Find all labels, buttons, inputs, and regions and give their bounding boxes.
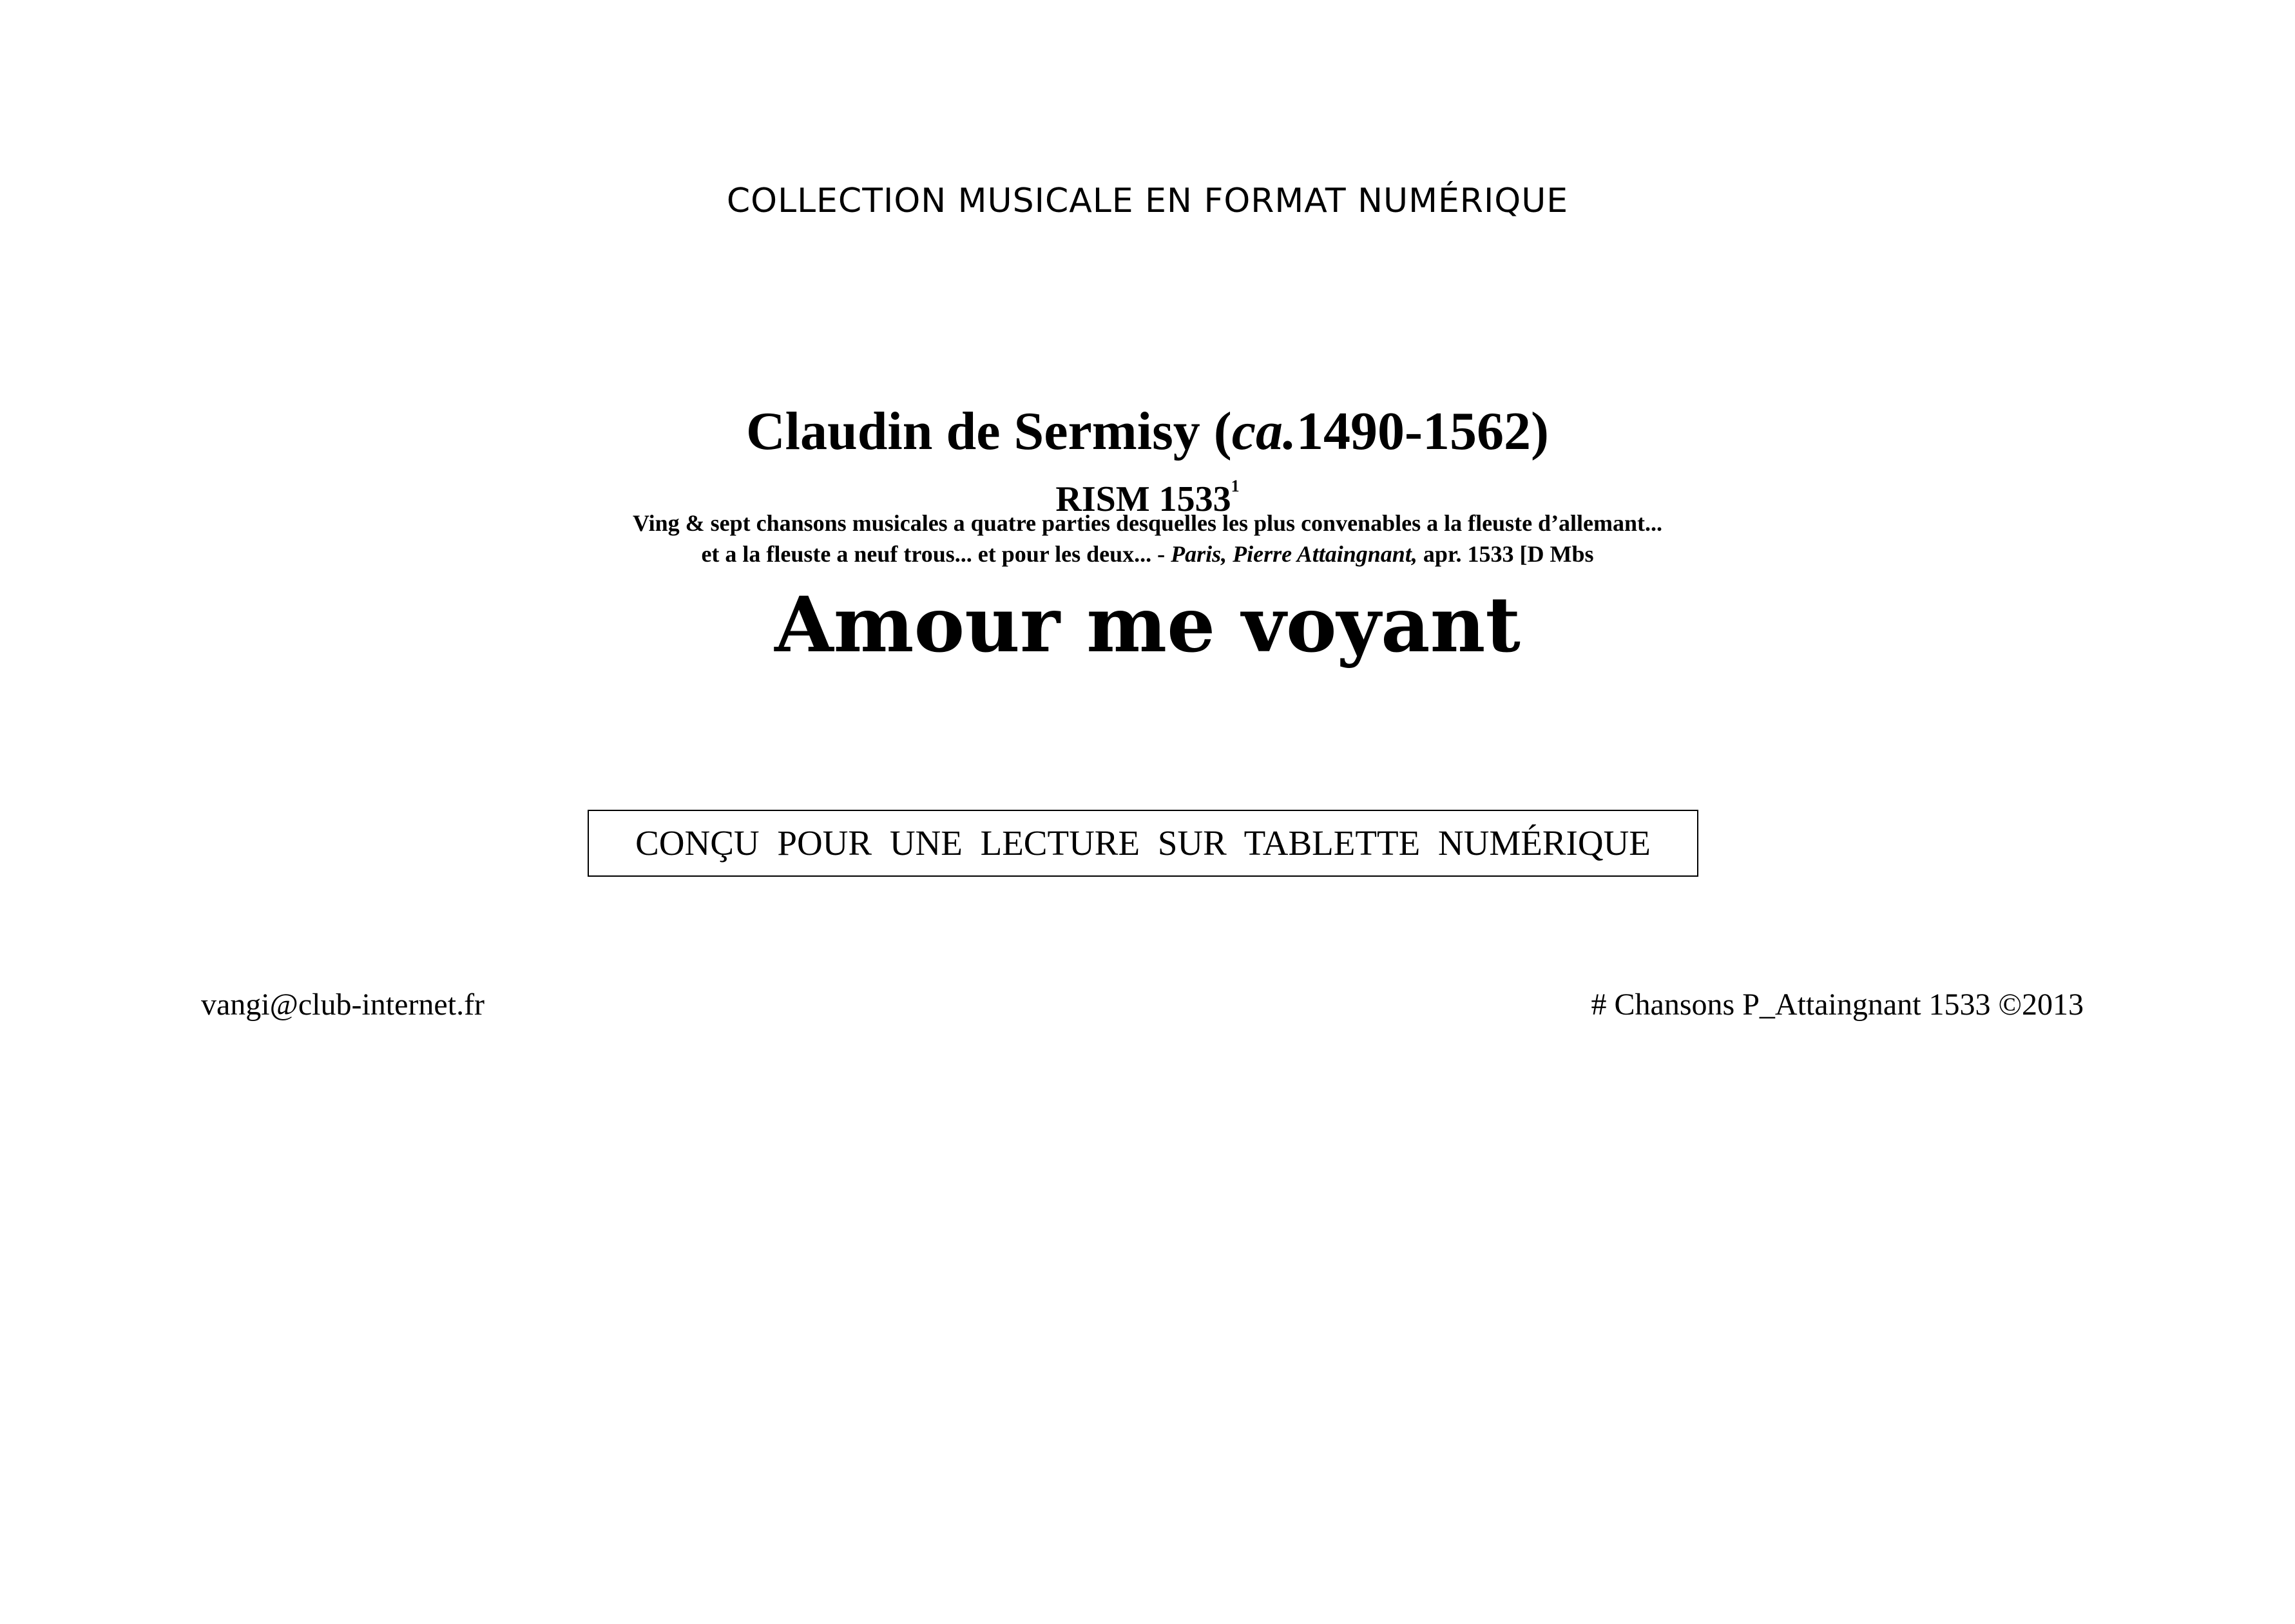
rism-label: RISM 1533 — [1055, 479, 1231, 519]
source-publisher: Paris, Pierre Attaingnant, — [1171, 541, 1417, 567]
composer-circa: ca. — [1231, 401, 1297, 461]
source-description-line-2 — [0, 540, 2295, 568]
tablet-notice-box: CONÇU POUR UNE LECTURE SUR TABLETTE NUMÉRIQUE — [588, 810, 1698, 877]
composer-dates: 1490-1562) — [1296, 401, 1549, 461]
contact-email: vangi@club-internet.fr — [201, 988, 485, 1022]
collection-heading: COLLECTION MUSICALE EN FORMAT NUMÉRIQUE — [726, 182, 1569, 220]
song-title: Amour me voyant — [774, 580, 1521, 669]
collection-reference: # Chansons P_Attaingnant 1533 ©2013 — [1591, 988, 2084, 1022]
composer-name: Claudin de Sermisy ( — [746, 401, 1232, 461]
composer-line — [0, 399, 2295, 464]
source-description-line-1: Ving & sept chansons musicales a quatre parties desquelles les plus convenables a la fleuste d’allemant... — [632, 510, 1663, 536]
source-description-suffix: apr. 1533 [D Mbs — [1417, 541, 1594, 567]
rism-superscript: 1 — [1231, 477, 1240, 495]
source-description-prefix: et a la fleuste a neuf trous... et pour les deux... - — [701, 541, 1171, 567]
